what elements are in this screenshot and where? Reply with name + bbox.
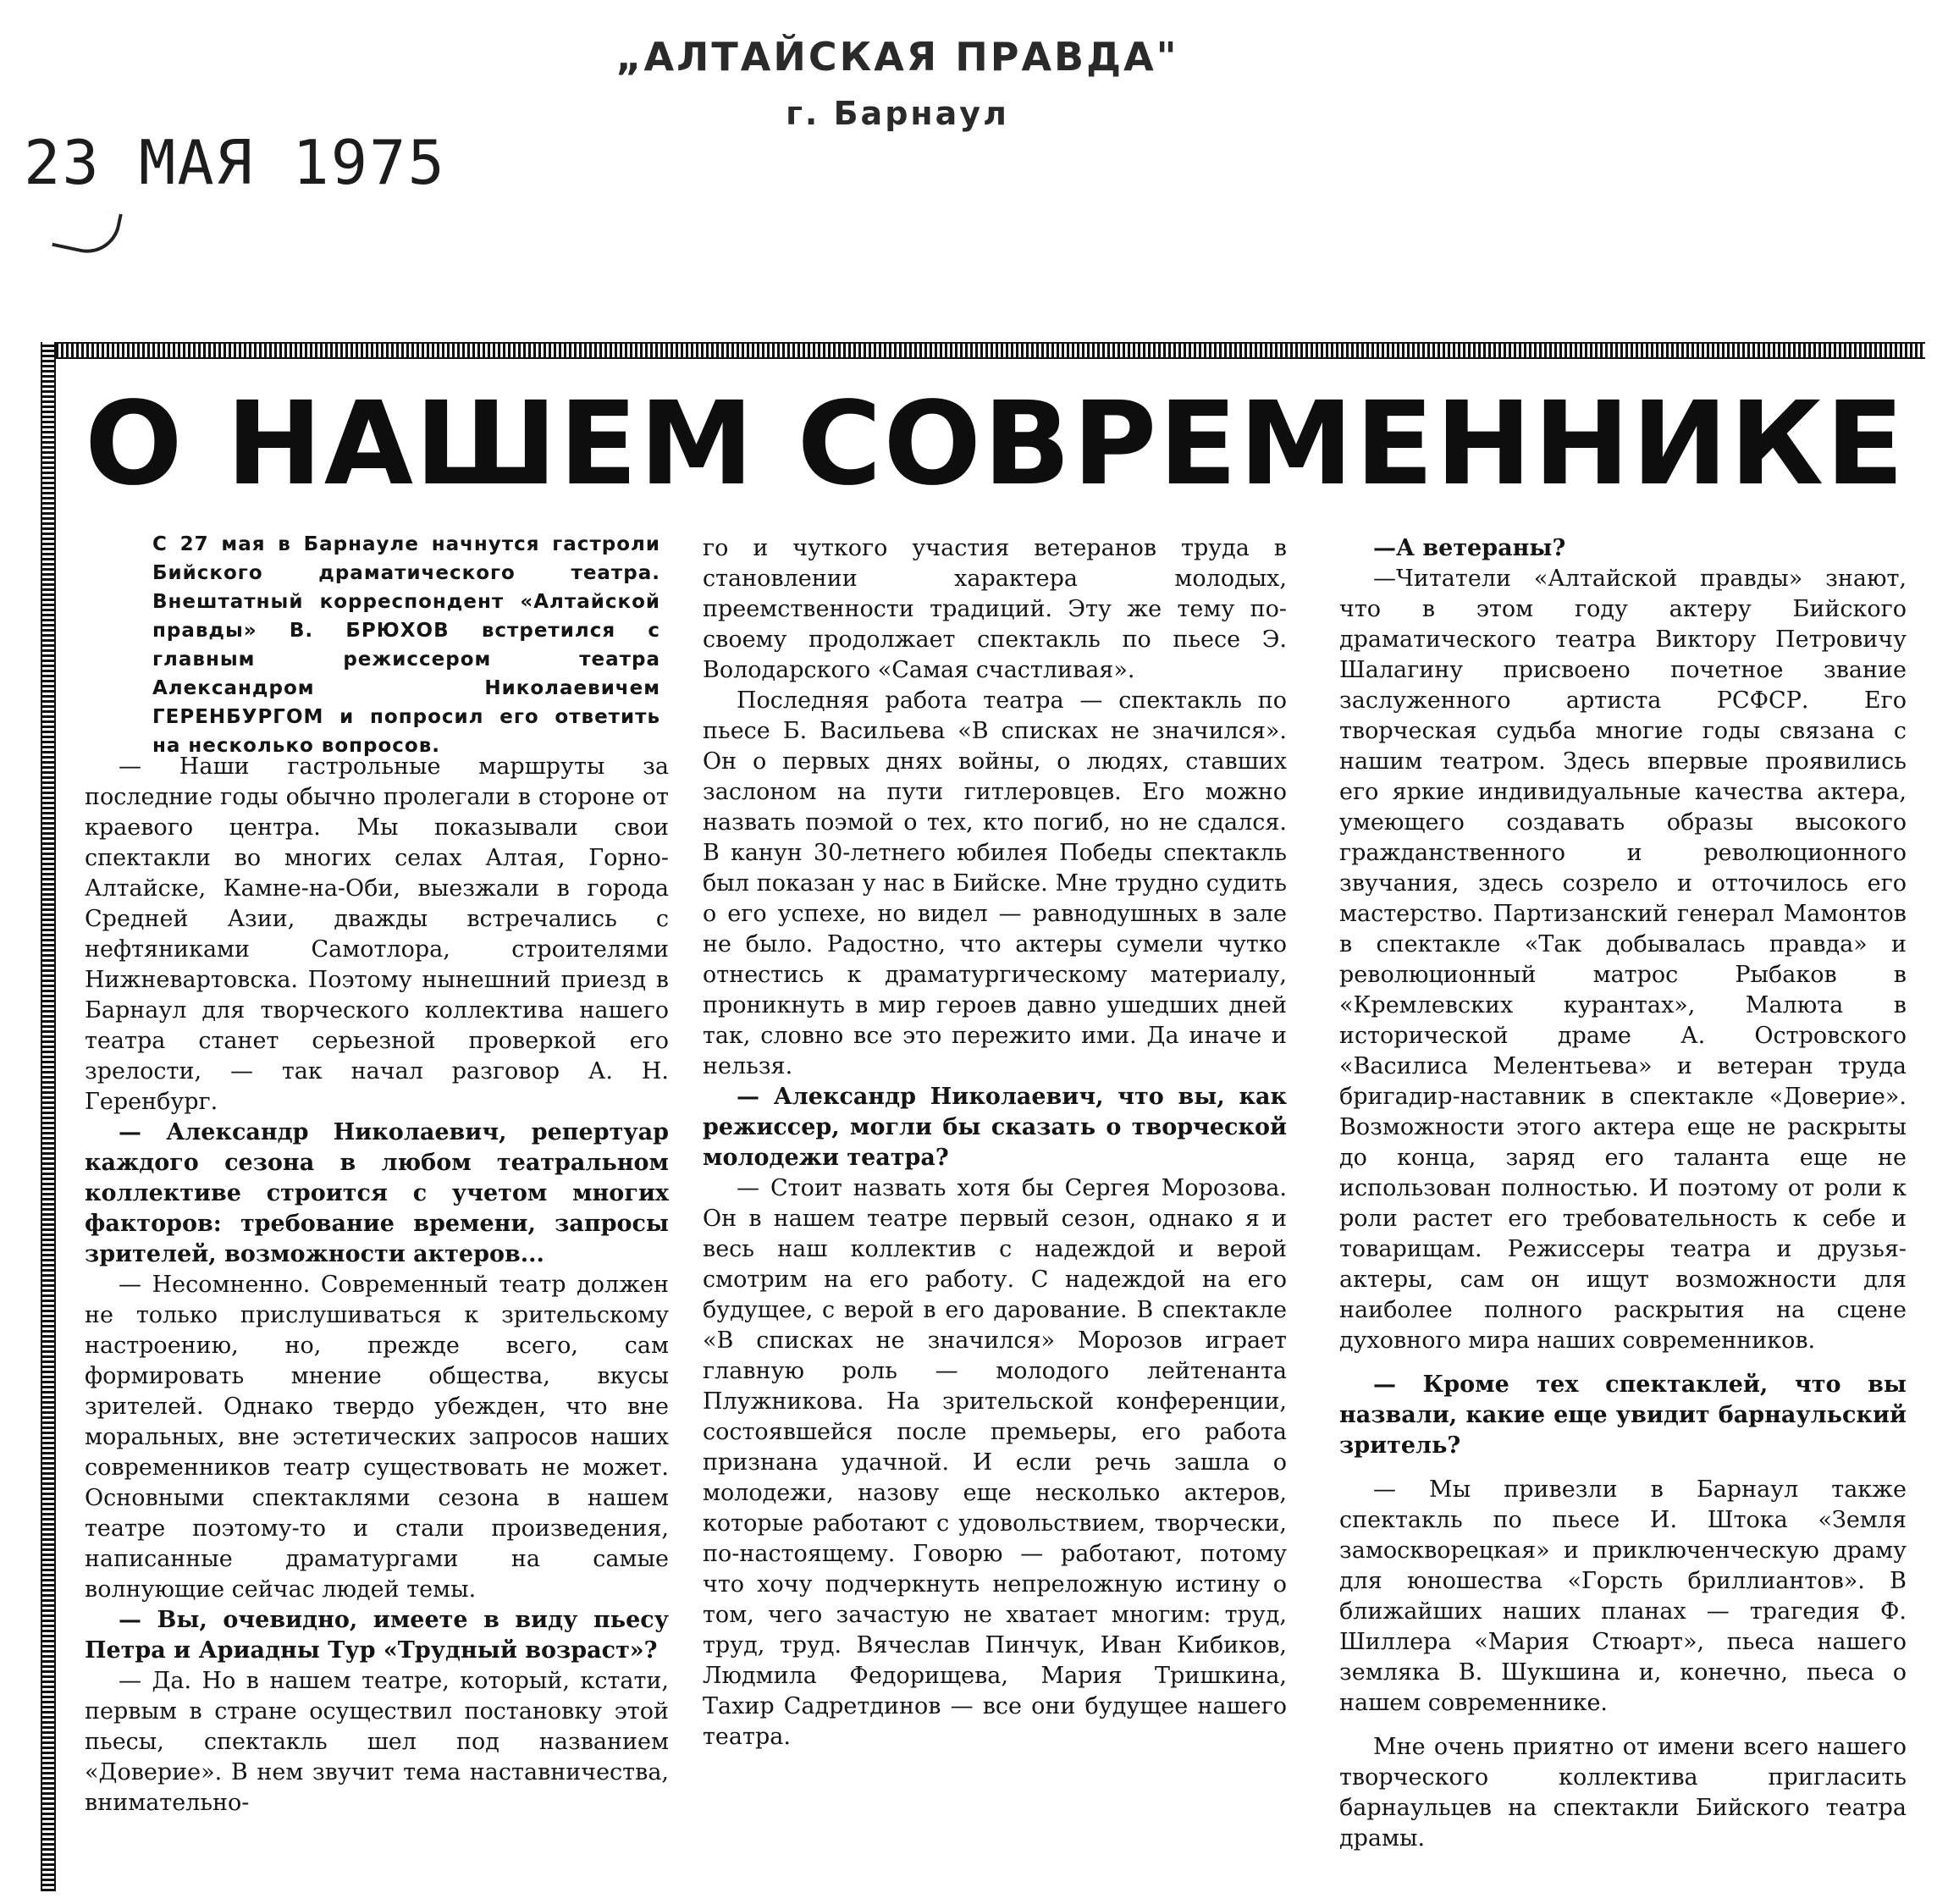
date-underline-stroke — [52, 201, 123, 259]
question-paragraph: — Александр Николаевич, репертуар каждого сезона в любом театральном коллективе строится с учетом многих факторов: требование времени, запросы зрителей, возможности актеров... — [85, 1119, 669, 1267]
question-paragraph: — Александр Николаевич, что вы, как режиссер, могли бы сказать о творческой молодежи театра? — [703, 1084, 1287, 1171]
paragraph: Последняя работа театра — спектакль по пьесе Б. Васильева «В списках не значился». Он о первых днях войны, о людях, ставших заслоном на пути гитлеровцев. Его можно назвать поэмой о тех, кто погиб, но не сдался. В канун 30-летнего юбилея Победы спектакль был показан у нас в Бийске. Мне трудно судить о его успехе, но видел — равнодушных в зале не было. Радостно, что актеры сумели чутко отнестись к драматургическому материалу, проникнуть в мир героев давно ушедших дней так, словно все это пережито ими. Да иначе и нельзя. — [703, 687, 1287, 1079]
question-paragraph: — Кроме тех спектаклей, что вы назвали, какие еще увидит барнаульский зритель? — [1339, 1371, 1907, 1459]
article-frame-top — [41, 342, 1925, 359]
text-column-2 — [703, 533, 1287, 1752]
handwritten-date: 23 МАЯ 1975 — [24, 127, 446, 198]
article-lead: С 27 мая в Барнауле начнутся гастроли Бийского драматического театра. Внештатный корреспондент «Алтайской правды» В. БРЮХОВ встретился с главным режиссером театра Александром Николаевичем ГЕРЕНБУРГОМ и попросил его ответить на несколько вопросов. — [152, 533, 660, 757]
paragraph: — Мы привезли в Барнаул также спектакль по пьесе И. Штока «Земля замоскворецкая» и приключенческую драму для юношества «Горсть бриллиантов». В ближайших наших планах — трагедия Ф. Шиллера «Мария Стюарт», пьеса нашего земляка В. Шукшина и, конечно, пьеса о нашем современнике. — [1339, 1476, 1907, 1716]
paragraph: — Несомненно. Современный театр должен не только прислушиваться к зрительскому настроению, но, прежде всего, сам формировать мнение общества, вкусы зрителей. Однако твердо убежден, что вне моральных, вне эстетических запросов наших современников театр существовать не может. Основными спектаклями сезона в нашем театре поэтому-то и стали произведения, написанные драматургами на самые волнующие сейчас людей темы. — [85, 1272, 669, 1603]
text-column-3 — [1339, 533, 1907, 1854]
paragraph: —Читатели «Алтайской правды» знают, что в этом году актеру Бийского драматического театра Виктору Петровичу Шалагину присвоено почетное звание заслуженного артиста РСФСР. Его творческая судьба многие годы связана с нашим театром. Здесь впервые проявились его яркие индивидуальные качества актера, умеющего создавать образы высокого гражданственного и революционного звучания, здесь созрело и отточилось его мастерство. Партизанский генерал Мамонтов в спектакле «Так добывалась правда» и революционный матрос Рыбаков в «Кремлевских курантах», Малюта в исторической драме А. Островского «Василиса Мелентьева» и ветеран труда бригадир-наставник в спектакле «Доверие». Возможности этого актера еще не раскрыты до конца, заряд его таланта еще не использован полностью. И поэтому от роли к роли растет его требовательность к себе и товарищам. Режиссеры театра и друзья-актеры, сам он ищут возможности для наиболее полного раскрытия на сцене духовного мира наших современников. — [1339, 566, 1907, 1354]
paragraph: — Стоит назвать хотя бы Сергея Морозова. Он в нашем театре первый сезон, однако я и весь наш коллектив с надеждой и верой смотрим на его работу. С надеждой на его будущее, с верой в его дарование. В спектакле «В списках не значился» Морозов играет главную роль — молодого лейтенанта Плужникова. На зрительской конференции, состоявшейся после премьеры, его работа признана удачной. И если речь зашла о молодежи, назову еще несколько актеров, которые работают с удовольствием, творчески, по-настоящему. Говорю — работают, потому что хочу подчеркнуть непреложную истину о том, чего зачастую не хватает многим: труд, труд, труд. Вячеслав Пинчук, Иван Кибиков, Людмила Федорищева, Мария Тришкина, Тахир Садретдинов — все они будущее нашего театра. — [703, 1175, 1287, 1750]
question-paragraph: —А ветераны? — [1373, 535, 1566, 561]
paragraph: го и чуткого участия ветеранов труда в становлении характера молодых, преемственности традиций. Эту же тему по-своему продолжает спектакль по пьесе Э. Володарского «Самая счастливая». — [703, 535, 1287, 683]
closing-paragraph: Мне очень приятно от имени всего нашего творческого коллектива пригласить барнаульцев на спектакли Бийского театра драмы. — [1339, 1734, 1907, 1852]
article-headline: О НАШЕМ СОВРЕМЕННИКЕ — [85, 378, 1907, 511]
question-paragraph: — Вы, очевидно, имеете в виду пьесу Петра и Ариадны Тур «Трудный возраст»? — [85, 1607, 669, 1664]
article-frame-left — [41, 342, 56, 1891]
paragraph: — Да. Но в нашем театре, который, кстати, первым в стране осуществил постановку этой пьесы, спектакль шел под названием «Доверие». В нем звучит тема наставничества, внимательно- — [85, 1668, 669, 1816]
newspaper-stamp — [593, 34, 1202, 132]
paragraph: — Наши гастрольные маршруты за последние годы обычно пролегали в стороне от краевого центра. Мы показывали свои спектакли во многих селах Алтая, Горно-Алтайске, Камне-на-Оби, выезжали в города Средней Азии, дважды встречались с нефтяниками Самотлора, строителями Нижневартовска. Поэтому нынешний приезд в Барнаул для творческого коллектива нашего театра станет серьезной проверкой его зрелости, — так начал разговор А. Н. Геренбург. — [85, 753, 669, 1115]
text-column-1 — [85, 752, 669, 1818]
newspaper-city: г. Барнаул — [786, 95, 1009, 132]
newspaper-name: „АЛТАЙСКАЯ ПРАВДА" — [615, 34, 1179, 80]
